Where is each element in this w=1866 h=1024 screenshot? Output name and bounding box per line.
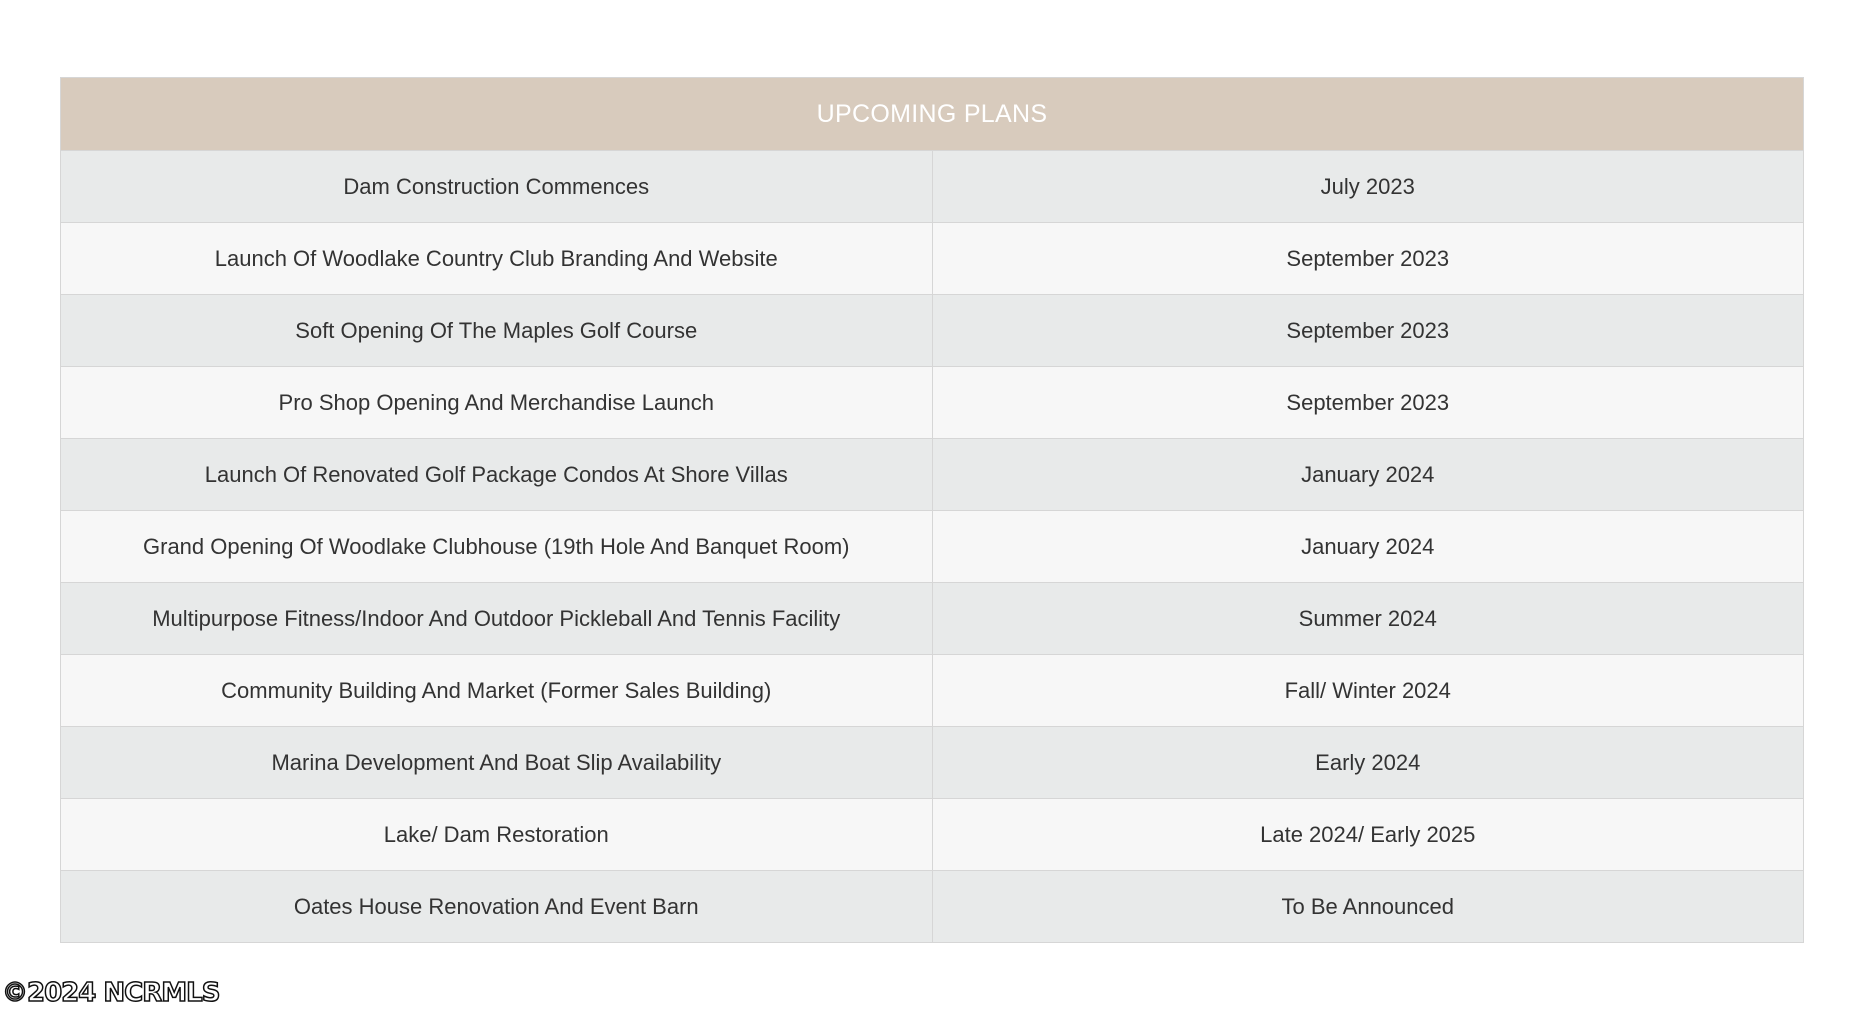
milestone-cell: Oates House Renovation And Event Barn [61,871,933,942]
milestone-cell: Launch Of Renovated Golf Package Condos At Shore Villas [61,439,933,510]
table-row [61,654,1803,726]
table-row [61,366,1803,438]
date-cell: September 2023 [1286,389,1450,415]
table-row [61,150,1803,222]
milestone-cell: Lake/ Dam Restoration [61,799,933,870]
table-row [61,582,1803,654]
upcoming-plans-table [60,77,1804,943]
milestone-cell: Community Building And Market (Former Sales Building) [61,655,933,726]
table-row [61,222,1803,294]
date-cell: Early 2024 [1315,749,1421,775]
date-cell: July 2023 [1320,173,1415,199]
table-row [61,510,1803,582]
table-row [61,798,1803,870]
milestone-cell: Dam Construction Commences [61,151,933,222]
date-cell: Fall/ Winter 2024 [1284,677,1451,703]
milestone-cell: Grand Opening Of Woodlake Clubhouse (19th Hole And Banquet Room) [61,511,933,582]
milestone-cell: Multipurpose Fitness/Indoor And Outdoor Pickleball And Tennis Facility [61,583,933,654]
milestone-cell: Pro Shop Opening And Merchandise Launch [61,367,933,438]
table-row [61,870,1803,942]
milestone-cell: Launch Of Woodlake Country Club Branding And Website [61,223,933,294]
date-cell: Summer 2024 [1298,605,1437,631]
date-cell: September 2023 [1286,245,1450,271]
date-cell: January 2024 [1301,533,1435,559]
milestone-cell: Soft Opening Of The Maples Golf Course [61,295,933,366]
table-body [61,150,1803,942]
date-cell: January 2024 [1301,461,1435,487]
table-header: UPCOMING PLANS [61,78,1803,150]
copyright-watermark: ©2024 NCRMLS [2,978,220,1008]
table-row [61,438,1803,510]
date-cell: Late 2024/ Early 2025 [1260,821,1476,847]
date-cell: To Be Announced [1281,893,1454,919]
table-row [61,294,1803,366]
table-row [61,726,1803,798]
date-cell: September 2023 [1286,317,1450,343]
milestone-cell: Marina Development And Boat Slip Availability [61,727,933,798]
